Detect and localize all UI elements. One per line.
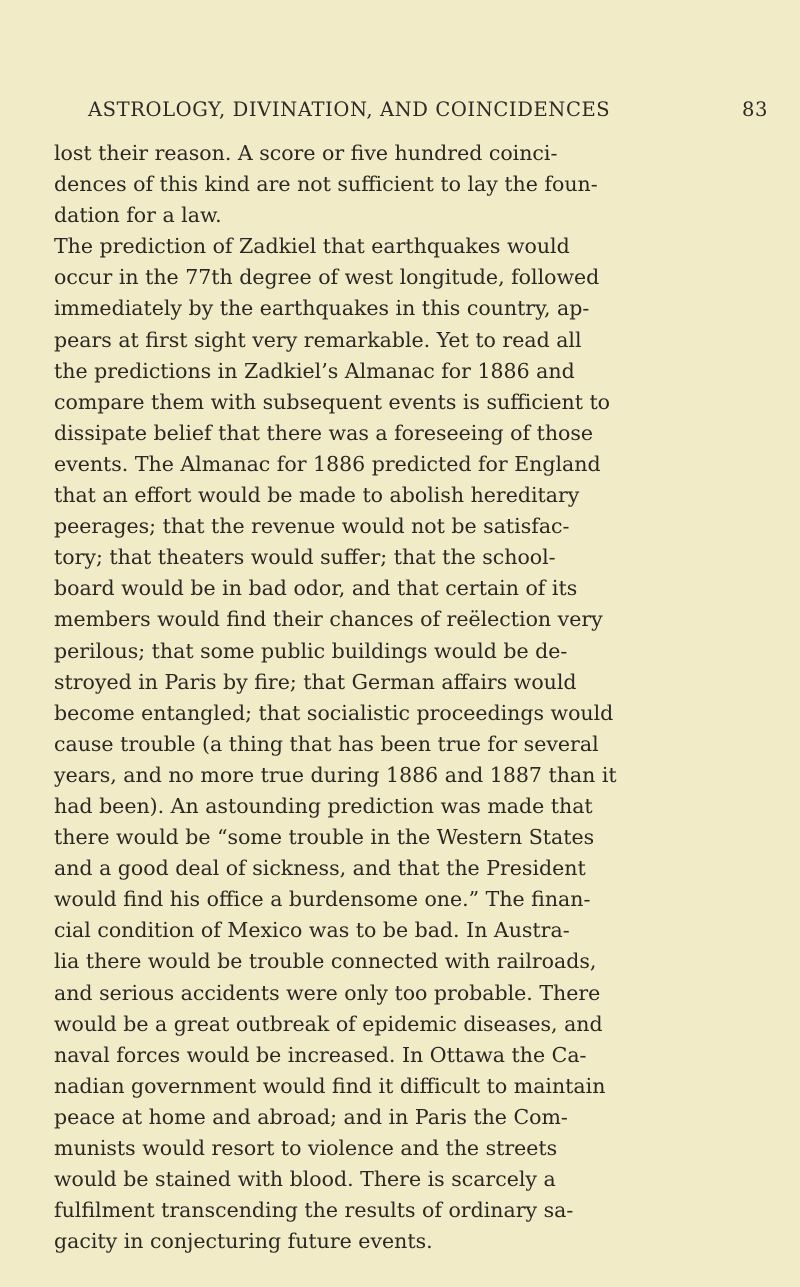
text-line: munists would resort to violence and the streets xyxy=(54,1136,558,1160)
text-line: members would find their chances of reëlection very xyxy=(54,607,603,632)
text-line: would be a great outbreak of epidemic diseases, and xyxy=(54,1011,603,1036)
text-line: fulfilment transcending the results of ordinary sa- xyxy=(54,1198,574,1223)
text-line: cial condition of Mexico was to be bad. In Austra- xyxy=(54,918,570,943)
text-line: immediately by the earthquakes in this country, ap- xyxy=(54,296,590,321)
text-line: dissipate belief that there was a foreseeing of those xyxy=(54,420,594,445)
text-line: perilous; that some public buildings would be de- xyxy=(54,638,568,663)
text-line: tory; that theaters would suffer; that the school- xyxy=(54,545,556,570)
text-line: that an effort would be made to abolish hereditary xyxy=(54,483,580,508)
text-line: compare them with subsequent events is sufficient to xyxy=(54,389,611,414)
text-line: events. The Almanac for 1886 predicted for England xyxy=(54,451,601,476)
text-line: become entangled; that socialistic proceedings would xyxy=(54,700,614,725)
text-line: lia there would be trouble connected with railroads, xyxy=(54,949,597,974)
text-line: nadian government would find it difficult to maintain xyxy=(54,1073,606,1098)
text-line: dences of this kind are not sufficient to lay the foun- xyxy=(54,172,598,197)
text-line: occur in the 77th degree of west longitude, followed xyxy=(54,265,600,290)
text-line: naval forces would be increased. In Ottawa the Ca- xyxy=(54,1042,587,1067)
text-line: the predictions in Zadkiel’s Almanac for 1886 and xyxy=(54,358,575,383)
text-line: years, and no more true during 1886 and 1887 than it xyxy=(54,762,617,787)
text-line: peerages; that the revenue would not be satisfac- xyxy=(54,514,570,539)
text-line: cause trouble (a thing that has been true for several xyxy=(54,731,599,756)
text-line: peace at home and abroad; and in Paris the Com- xyxy=(54,1104,568,1129)
text-line: pears at first sight very remarkable. Yet to read all xyxy=(54,327,582,352)
page-number: 83 xyxy=(741,98,768,121)
text-line: dation for a law. xyxy=(54,203,222,228)
text-line: and serious accidents were only too probable. There xyxy=(54,980,601,1005)
text-line: The prediction of Zadkiel that earthquakes would xyxy=(54,234,570,259)
text-line: had been). An astounding prediction was made that xyxy=(54,793,593,818)
text-line: there would be “some trouble in the Western States xyxy=(54,825,595,850)
text-line: lost their reason. A score or five hundred coinci- xyxy=(54,141,558,165)
text-line: would be stained with blood. There is scarcely a xyxy=(54,1167,556,1192)
text-line: and a good deal of sickness, and that the President xyxy=(54,856,586,881)
text-line: would find his office a burdensome one.” The finan- xyxy=(54,887,591,912)
text-line: gacity in conjecturing future events. xyxy=(54,1229,433,1254)
body-text xyxy=(54,138,754,1257)
text-line: board would be in bad odor, and that certain of its xyxy=(54,576,578,601)
running-title: ASTROLOGY, DIVINATION, AND COINCIDENCES xyxy=(88,98,611,121)
text-line: stroyed in Paris by fire; that German affairs would xyxy=(54,669,577,694)
running-head xyxy=(88,98,768,130)
